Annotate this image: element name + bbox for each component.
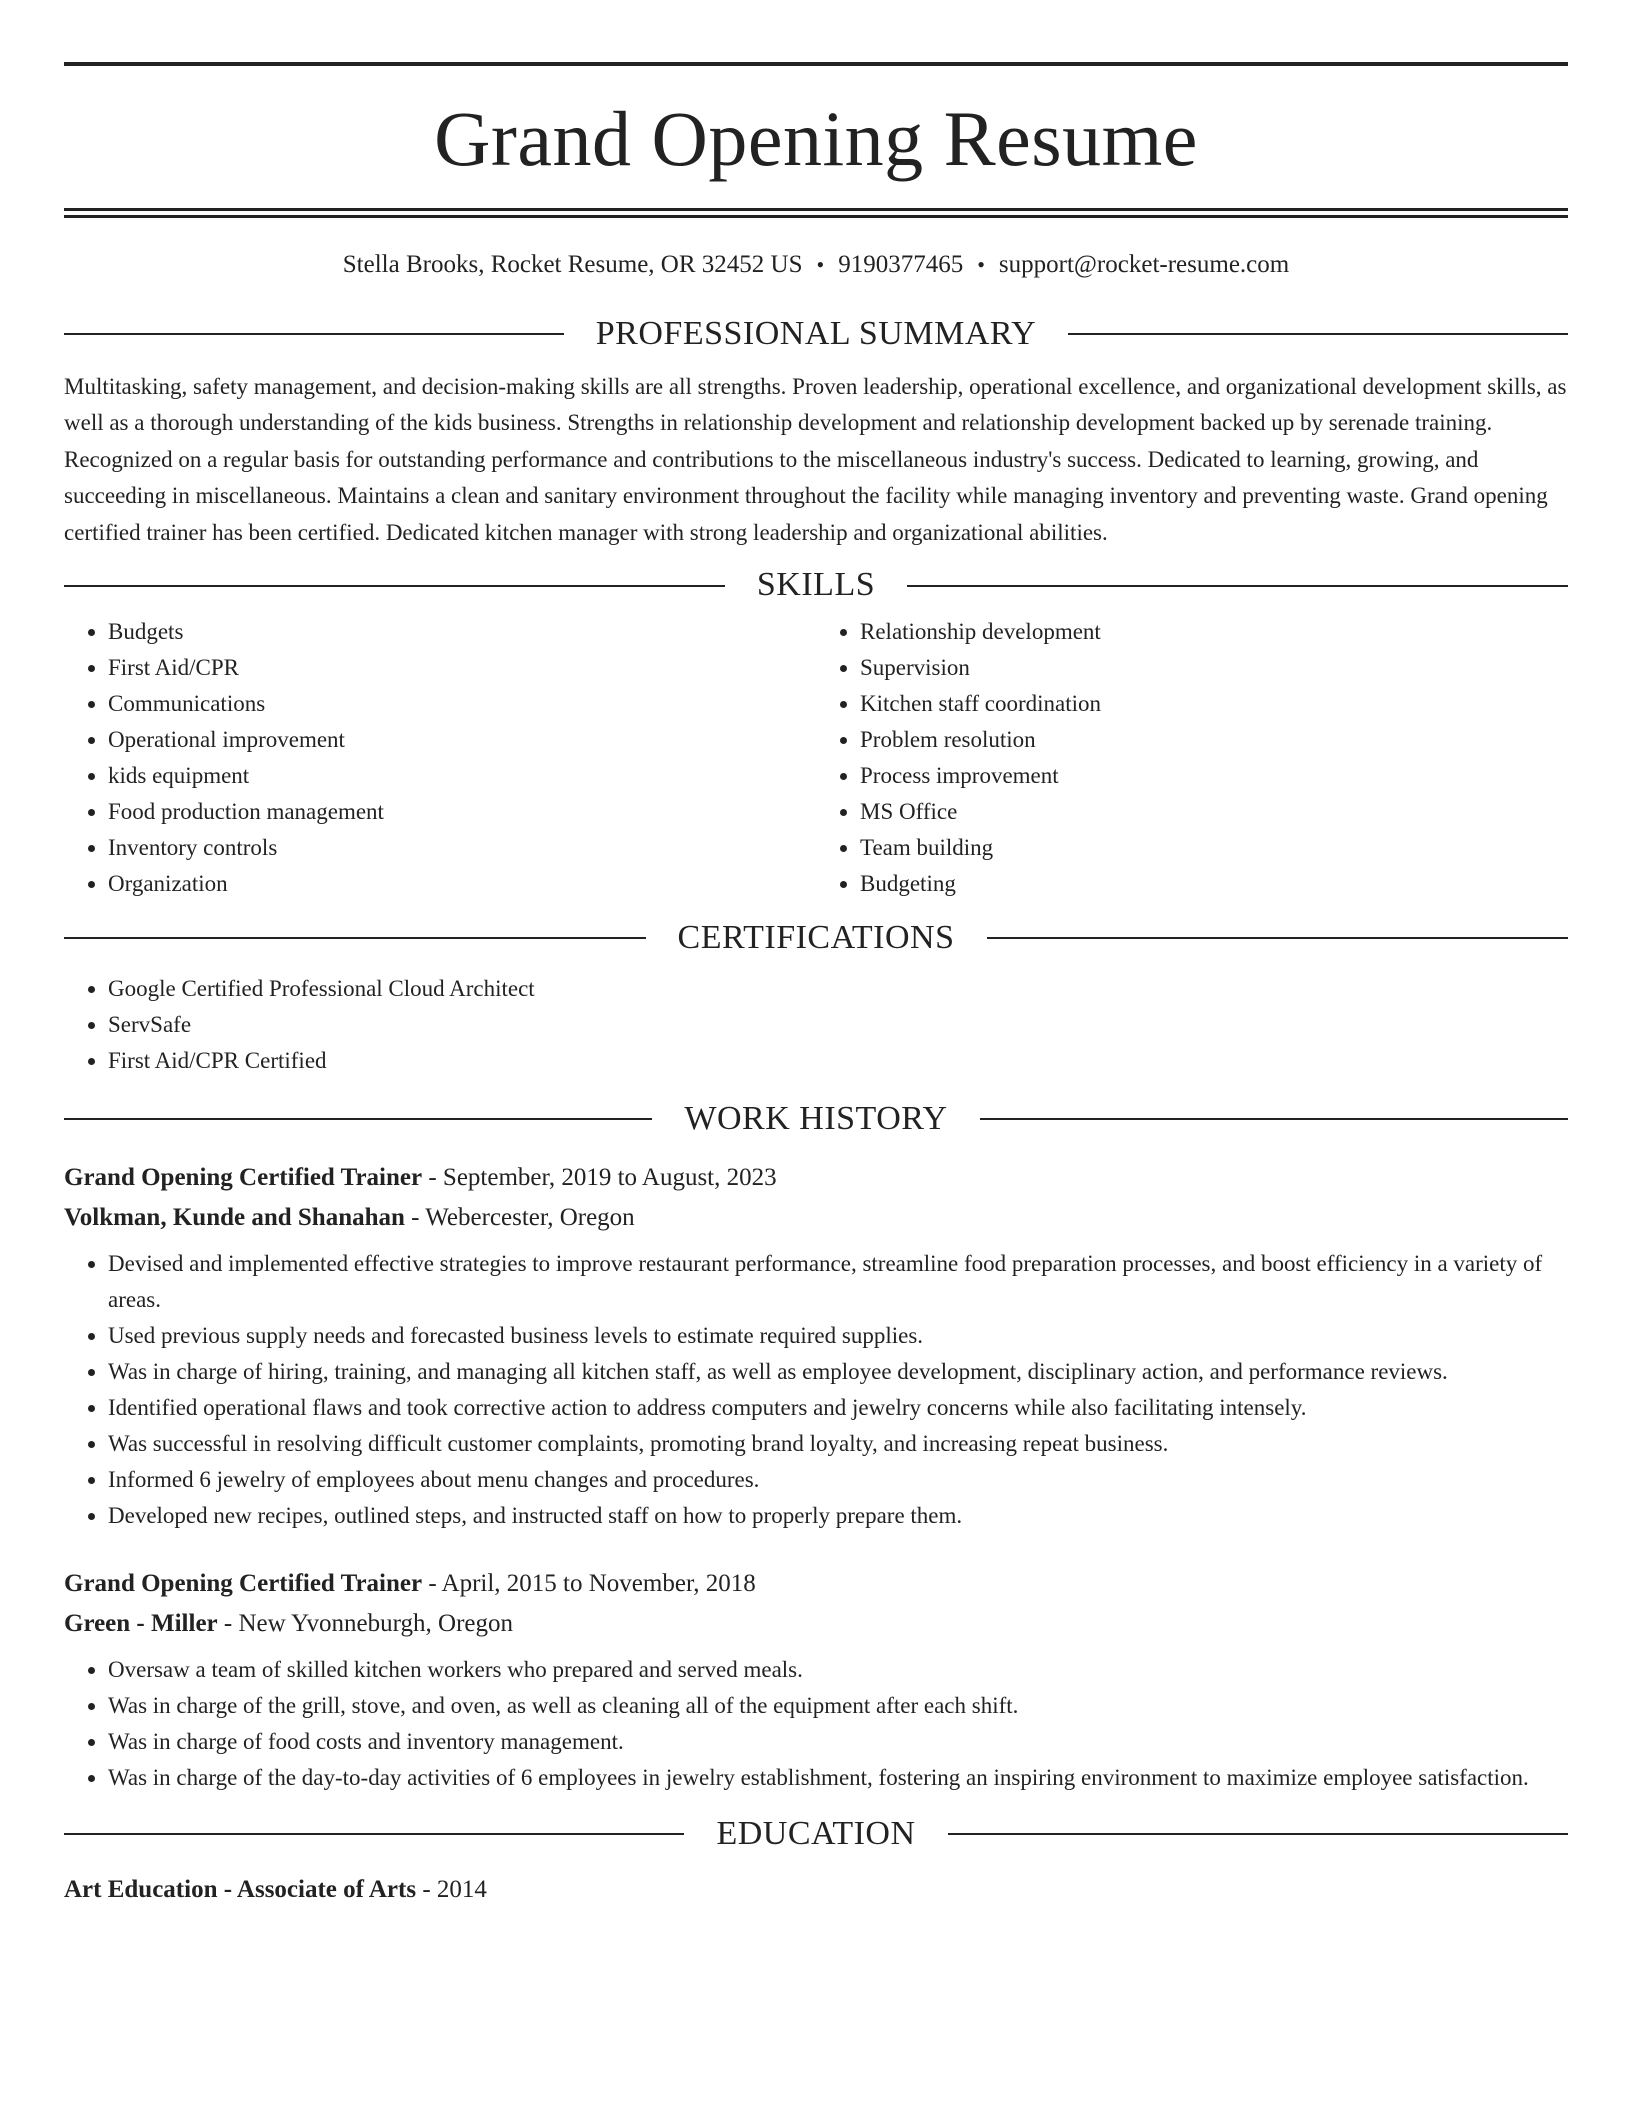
divider-line: [1068, 333, 1568, 335]
job-bullet: • Was in charge of hiring, training, and managing all kitchen staff, as well as employee development, disciplinary action, and performance reviews.: [108, 1354, 1568, 1390]
section-header-skills: [64, 565, 1568, 606]
job-title-line: [64, 1158, 1568, 1198]
resume-title: Grand Opening Resume: [434, 95, 1198, 182]
job-company: Volkman, Kunde and Shanahan: [64, 1203, 405, 1231]
job-company-line: [64, 1198, 1568, 1238]
certification-item: • Google Certified Professional Cloud Architect: [108, 971, 1568, 1007]
top-rule: [64, 62, 1568, 66]
job-bullet: • Was in charge of the day-to-day activities of 6 employees in jewelry establishment, fostering an inspiring environment to maximize employee satisfaction.: [108, 1760, 1568, 1796]
section-title: CERTIFICATIONS: [677, 919, 955, 957]
skill-item: • First Aid/CPR: [108, 650, 816, 686]
job-company-line: [64, 1604, 1568, 1644]
job-bullet: • Devised and implemented effective strategies to improve restaurant performance, streamline food preparation processes, and boost efficiency in a variety of areas.: [108, 1246, 1568, 1318]
skills-list: [64, 614, 1568, 902]
job-bullet: • Informed 6 jewelry of employees about menu changes and procedures.: [108, 1462, 1568, 1498]
contact-email: support@rocket-resume.com: [998, 251, 1290, 278]
skills-column-right: [816, 614, 1568, 902]
skill-item: • Process improvement: [860, 758, 1568, 794]
job-location: - Webercester, Oregon: [404, 1203, 635, 1231]
skill-item: • Relationship development: [860, 614, 1568, 650]
certification-item: • ServSafe: [108, 1007, 1568, 1043]
contact-separator: •: [977, 252, 985, 277]
contact-line: [64, 250, 1568, 280]
contact-separator: •: [816, 252, 825, 277]
skill-item: • Communications: [108, 686, 816, 722]
section-title: PROFESSIONAL SUMMARY: [595, 315, 1037, 352]
certifications-list: [64, 971, 1568, 1079]
job-bullet: • Identified operational flaws and took corrective action to address computers and jewelry concerns while also facilitating intensely.: [108, 1390, 1568, 1426]
education-degree: Art Education - Associate of Arts: [64, 1876, 417, 1904]
section-header-summary: [64, 314, 1568, 355]
job-entry: [64, 1158, 1568, 1534]
divider-line: [64, 937, 646, 939]
title-double-rule: [64, 208, 1568, 218]
section-header-work-history: [64, 1099, 1568, 1140]
job-dates: - September, 2019 to August, 2023: [422, 1163, 777, 1191]
skill-item: • Food production management: [108, 794, 816, 830]
job-title-line: [64, 1564, 1568, 1604]
skills-column-left: [64, 614, 816, 902]
skill-item: • Inventory controls: [108, 830, 816, 866]
section-title: EDUCATION: [716, 1814, 916, 1852]
section-title: SKILLS: [756, 566, 876, 604]
skill-item: • Kitchen staff coordination: [860, 686, 1568, 722]
skill-item: • Team building: [860, 830, 1568, 866]
resume-page: [64, 0, 1568, 1910]
certification-item: • First Aid/CPR Certified: [108, 1043, 1568, 1079]
contact-address: Stella Brooks, Rocket Resume, OR 32452 US: [342, 251, 803, 278]
summary-text: Multitasking, safety management, and decision-making skills are all strengths. Proven leadership, operational excellence, and organizational development skills, as well as a thorough understanding of the kids business. Strengths in relationship development and relationship development backed up by serenade training. Recognized on a regular basis for outstanding performance and contributions to the miscellaneous industry's success. Dedicated to learning, growing, and succeeding in miscellaneous. Maintains a clean and sanitary environment throughout the facility while managing inventory and preventing waste. Grand opening certified trainer has been certified. Dedicated kitchen manager with strong leadership and organizational abilities.: [64, 373, 1567, 545]
job-title: Grand Opening Certified Trainer: [64, 1163, 423, 1191]
divider-line: [948, 1833, 1568, 1835]
section-header-certifications: [64, 918, 1568, 959]
job-bullet: • Was in charge of the grill, stove, and oven, as well as cleaning all of the equipment after each shift.: [108, 1688, 1568, 1724]
job-bullet: • Used previous supply needs and forecasted business levels to estimate required supplies.: [108, 1318, 1568, 1354]
divider-line: [64, 585, 725, 587]
skill-item: • Operational improvement: [108, 722, 816, 758]
job-bullet: • Was successful in resolving difficult customer complaints, promoting brand loyalty, and increasing repeat business.: [108, 1426, 1568, 1462]
skill-item: • MS Office: [860, 794, 1568, 830]
skill-item: • Organization: [108, 866, 816, 902]
skill-item: • Supervision: [860, 650, 1568, 686]
skill-item: • Budgets: [108, 614, 816, 650]
job-dates: - April, 2015 to November, 2018: [422, 1569, 756, 1597]
section-title: WORK HISTORY: [684, 1099, 948, 1137]
section-header-education: [64, 1814, 1568, 1855]
education-entry: [64, 1870, 1568, 1910]
skill-item: • kids equipment: [108, 758, 816, 794]
divider-line: [987, 937, 1569, 939]
divider-line: [907, 585, 1568, 587]
divider-line: [64, 1118, 652, 1120]
job-bullet: • Developed new recipes, outlined steps, and instructed staff on how to properly prepare them.: [108, 1498, 1568, 1534]
divider-line: [64, 1833, 684, 1835]
divider-line: [64, 333, 564, 335]
divider-line: [980, 1118, 1568, 1120]
skill-item: • Problem resolution: [860, 722, 1568, 758]
job-company: Green - Miller: [64, 1609, 218, 1637]
job-bullets: [64, 1246, 1568, 1534]
job-location: - New Yvonneburgh, Oregon: [217, 1609, 513, 1637]
job-bullet: • Was in charge of food costs and inventory management.: [108, 1724, 1568, 1760]
job-entry: [64, 1564, 1568, 1796]
contact-phone: 9190377465: [838, 251, 964, 278]
job-title: Grand Opening Certified Trainer: [64, 1569, 423, 1597]
job-bullet: • Oversaw a team of skilled kitchen workers who prepared and served meals.: [108, 1652, 1568, 1688]
education-year: - 2014: [416, 1876, 487, 1904]
job-bullets: [64, 1652, 1568, 1796]
skill-item: • Budgeting: [860, 866, 1568, 902]
